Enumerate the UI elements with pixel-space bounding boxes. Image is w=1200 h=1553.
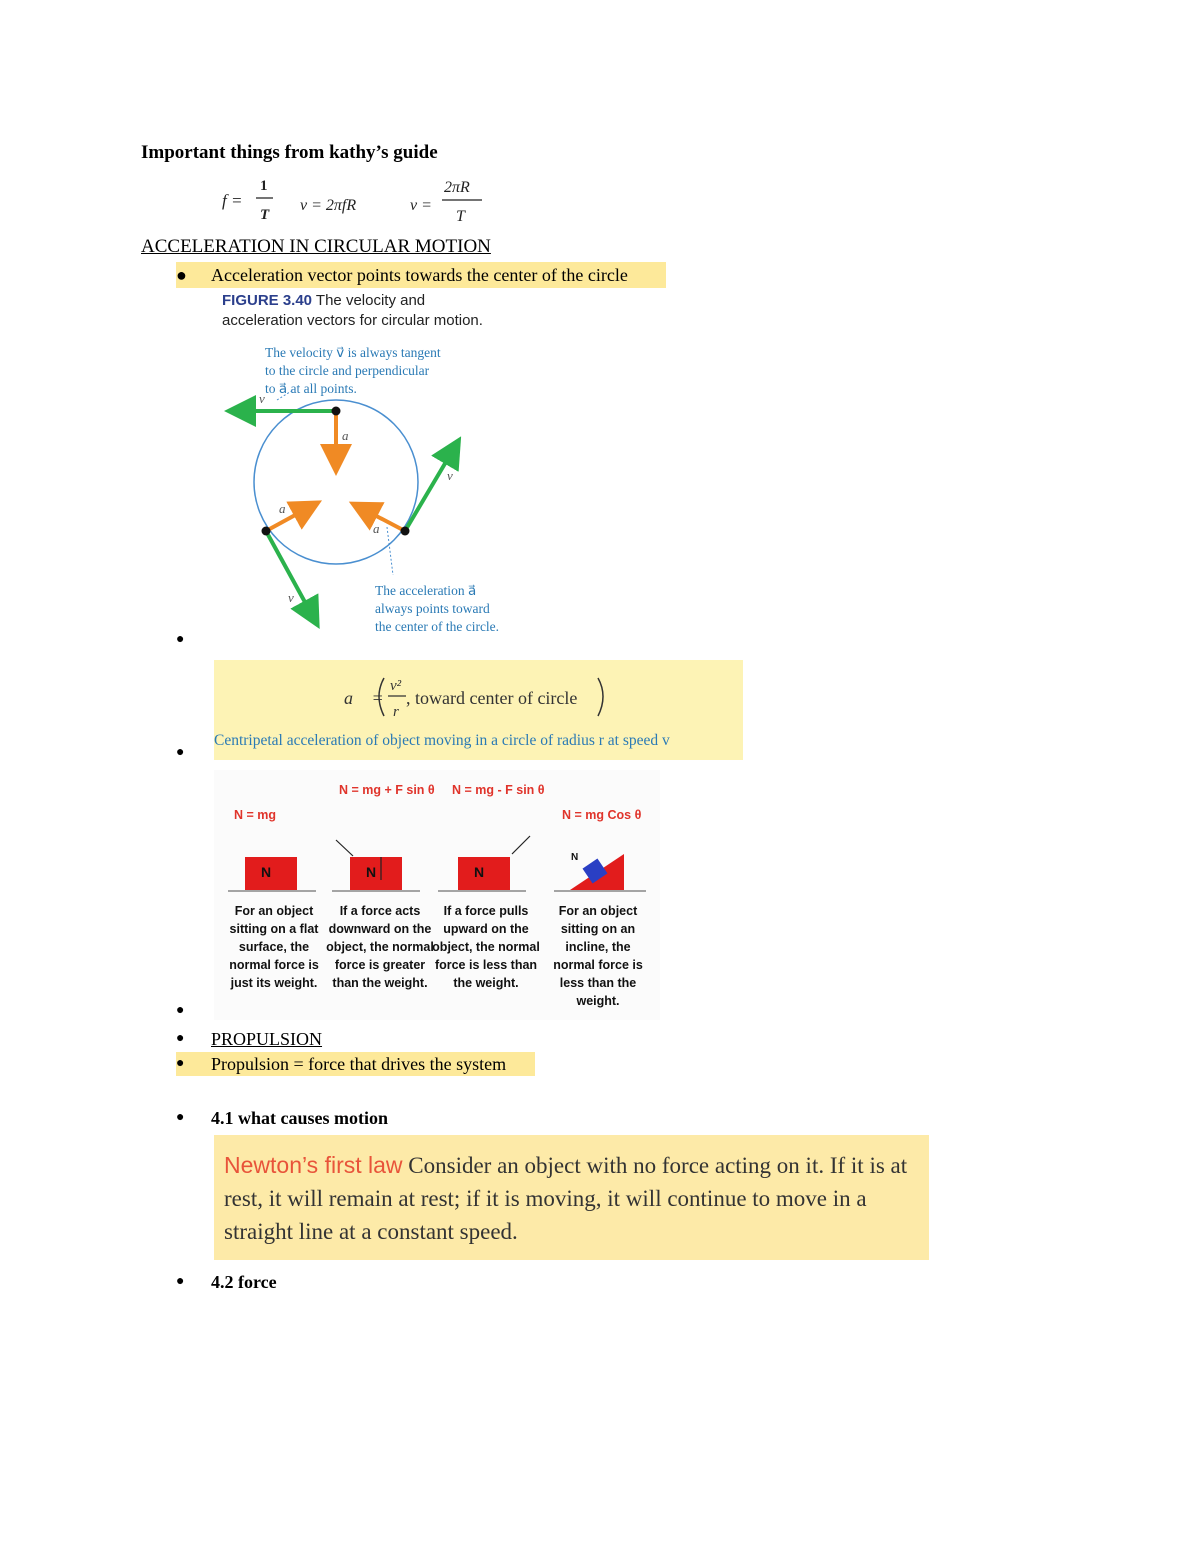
- velocity-note-line2: to the circle and perpendicular: [265, 363, 430, 378]
- section-heading-acceleration: ACCELERATION IN CIRCULAR MOTION: [141, 236, 491, 257]
- formula-f-num: 1: [260, 178, 268, 194]
- newton-first-law-text: [224, 1149, 919, 1248]
- a-label-right: a⃗: [373, 521, 390, 536]
- figure-caption: [222, 292, 425, 309]
- bullet-dot: ●: [176, 632, 185, 647]
- centripetal-equation-box: [214, 660, 743, 760]
- newton-first-law-box: [214, 1135, 929, 1260]
- point-top: [332, 407, 341, 416]
- bullet-dot: ●: [176, 1274, 185, 1289]
- centripetal-equation: [344, 668, 644, 724]
- normal-force-diagrams: [214, 830, 660, 900]
- bullet-acceleration-text: Acceleration vector points towards the center of the circle: [211, 265, 628, 285]
- figure-circular-motion: [215, 290, 545, 640]
- propulsion-definition: Propulsion = force that drives the system: [211, 1054, 507, 1074]
- frequency-velocity-formulas: [210, 172, 510, 227]
- formula-n-up: N = mg - F sin θ: [452, 783, 545, 797]
- document-title: Important things from kathy’s guide: [141, 142, 438, 163]
- formula-v2-lhs: v =: [410, 197, 432, 214]
- heading-4-1: 4.1 what causes motion: [211, 1108, 389, 1128]
- velocity-arrow-right: [405, 450, 453, 531]
- block-label-down: N: [366, 864, 377, 880]
- bullet-dot: ●: [176, 1056, 185, 1071]
- normal-desc-up: If a force pulls upward on the object, the normal force is less than the weight.: [432, 904, 540, 990]
- normal-desc-incline: For an object sitting on an incline, the normal force is less than the weight.: [553, 904, 643, 1008]
- figure-caption-line2: acceleration vectors for circular motion.: [222, 312, 483, 329]
- v-label-top: v⃗: [259, 391, 275, 406]
- normal-desc-down: If a force acts downward on the object, the normal force is greater than the weight.: [326, 904, 434, 990]
- v-label-right: v⃗: [447, 468, 463, 483]
- a-label-left: a⃗: [279, 501, 296, 516]
- equation-num: v²: [390, 678, 402, 694]
- a-label-top: a⃗: [342, 428, 359, 443]
- equation-lhs: a⃗ =: [344, 688, 384, 708]
- normal-force-figure: [214, 770, 660, 1020]
- formula-n-flat: N = mg: [234, 808, 277, 822]
- acceleration-note-line3: the center of the circle.: [375, 619, 500, 634]
- equation-rhs: , toward center of circle: [406, 688, 578, 708]
- acceleration-note: [375, 582, 499, 636]
- bullet-acceleration-vector: [176, 262, 666, 288]
- formula-f-den: T: [260, 207, 270, 223]
- v-label-left: v⃗: [288, 590, 304, 605]
- acceleration-note-line1: The acceleration a⃗: [375, 583, 477, 598]
- block-label-up: N: [474, 864, 485, 880]
- formula-n-incline: N = mg Cos θ: [562, 808, 642, 822]
- velocity-note-line3: to a⃗ at all points.: [265, 381, 357, 396]
- formula-n-down: N = mg + F sin θ: [339, 783, 435, 797]
- block-label-incline: N: [571, 852, 579, 863]
- bullet-dot: ●: [176, 745, 185, 760]
- point-left: [262, 527, 271, 536]
- propulsion-heading: PROPULSION: [211, 1029, 323, 1049]
- block-label-flat: N: [261, 864, 272, 880]
- newton-law-body: Consider an object with no force acting on it. If it is at rest, it will remain at rest; if it is moving, it will continue to move in a straight line at a constant speed.: [224, 1153, 908, 1244]
- equation-den: r: [393, 704, 399, 720]
- figure-caption-line1: The velocity and: [312, 292, 426, 309]
- formula-v2-den: T: [456, 208, 465, 225]
- velocity-note-line1: The velocity v⃗ is always tangent: [265, 345, 441, 360]
- normal-desc-flat: For an object sitting on a flat surface, the normal force is just its weight.: [229, 904, 319, 990]
- bullet-dot: ●: [176, 1003, 185, 1018]
- figure-label: FIGURE 3.40: [222, 292, 313, 309]
- bullet-dot: ●: [176, 265, 187, 285]
- bullet-dot: ●: [176, 1031, 185, 1046]
- bullet-propulsion-def: [176, 1052, 535, 1076]
- formula-v1: v = 2πfR: [300, 197, 357, 214]
- formula-v2-num: 2πR: [444, 179, 470, 196]
- formula-f-lhs: f =: [222, 191, 243, 210]
- point-right: [401, 527, 410, 536]
- newton-law-name: Newton’s first law: [224, 1152, 403, 1178]
- bullet-dot: ●: [176, 1110, 185, 1125]
- heading-4-2: 4.2 force: [211, 1272, 277, 1292]
- centripetal-caption: Centripetal acceleration of object moving in a circle of radius r at speed v: [214, 732, 670, 749]
- acceleration-note-line2: always points toward: [375, 601, 490, 616]
